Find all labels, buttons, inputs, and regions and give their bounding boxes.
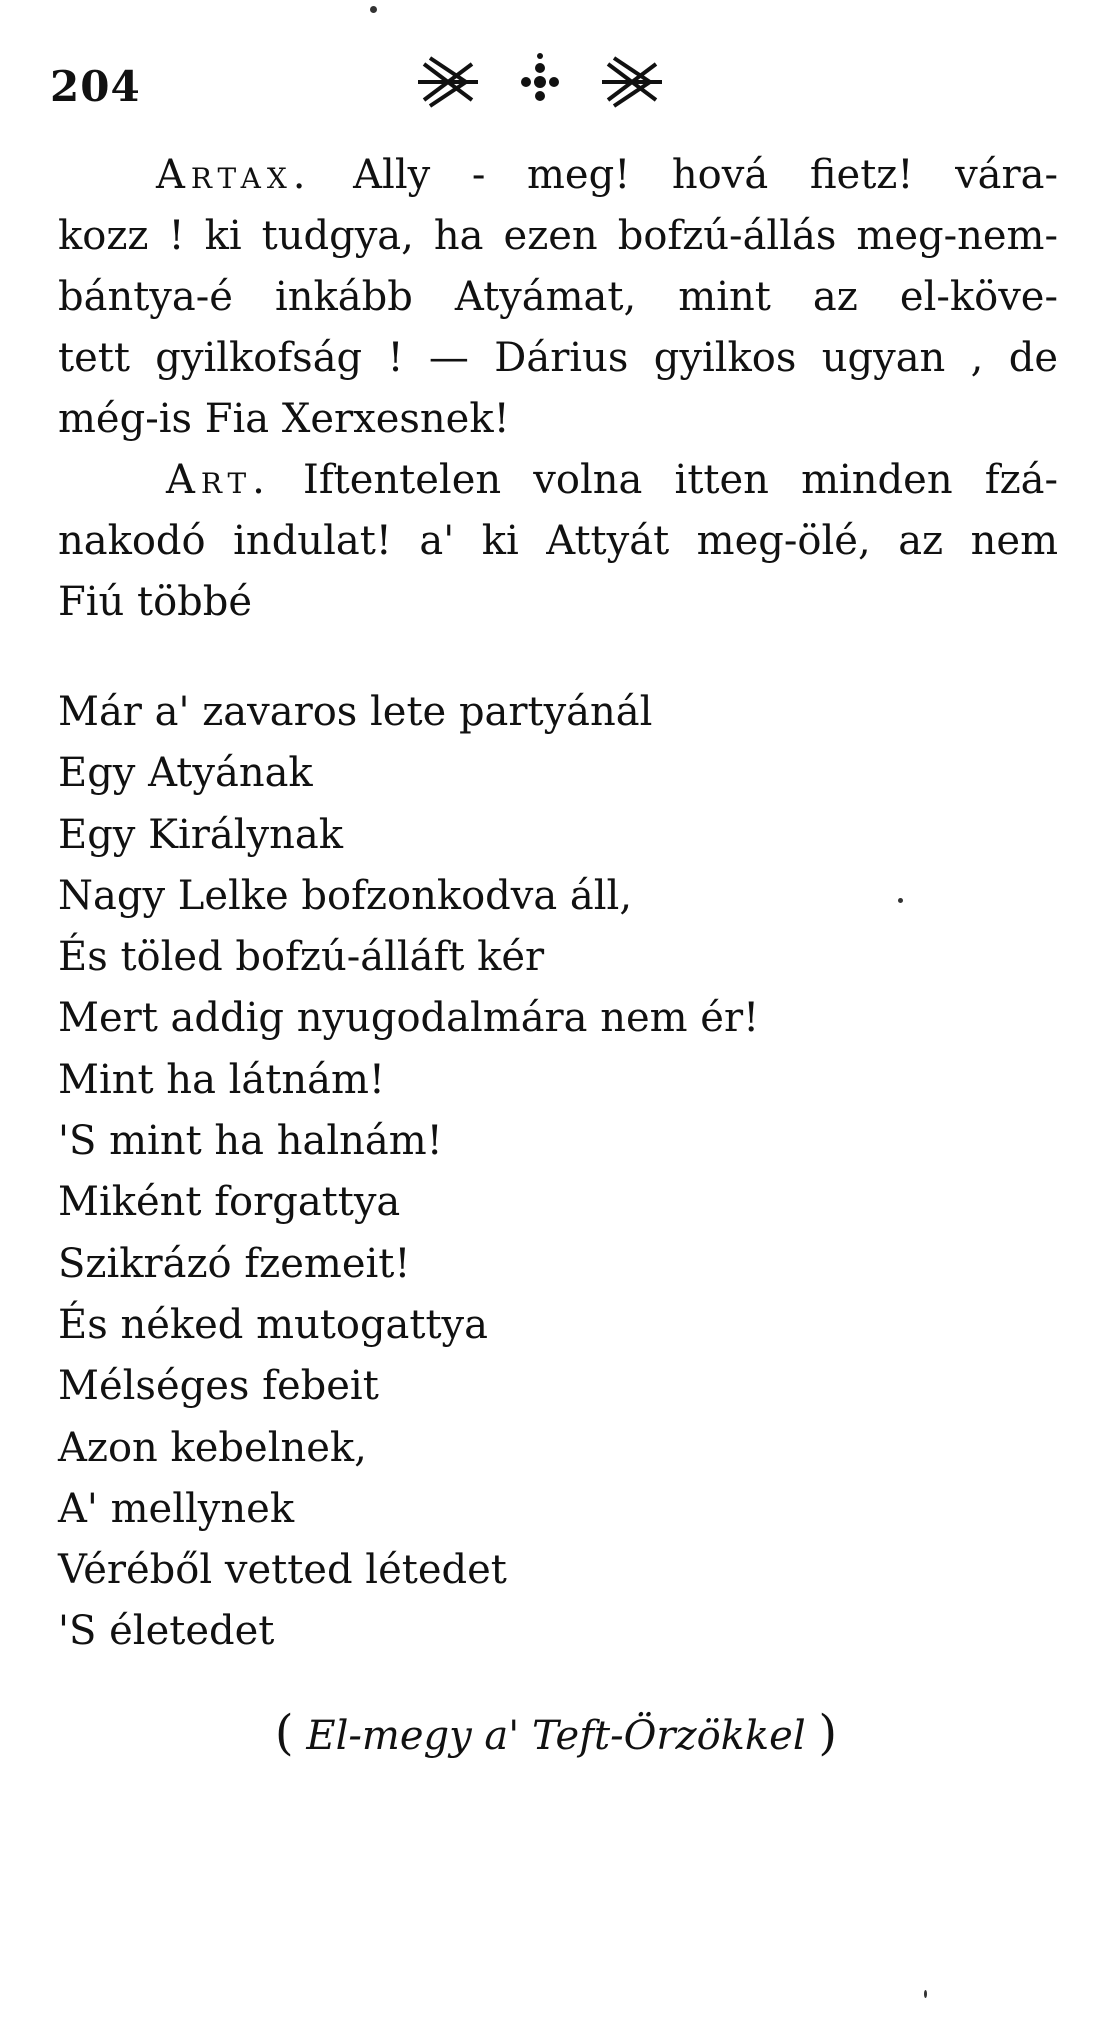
fleuron-ornament-icon (410, 52, 670, 112)
speech-line: kozz ! ki tudgya, ha ezen bofzú-állás meg-nem- (58, 213, 1058, 259)
speaker-name: Art. (166, 457, 271, 503)
verse-line: 'S mint ha halnám! (58, 1118, 443, 1165)
verse-line: Véréből vetted létedet (58, 1547, 507, 1594)
speech-line: bántya-é inkább Atyámat, mint az el-köve- (58, 274, 1058, 320)
verse-line: Egy Atyának (58, 750, 313, 797)
close-paren: ) (818, 1705, 838, 1761)
verse-line: Nagy Lelke bofzonkodva áll, (58, 872, 633, 919)
verse-line: Azon kebelnek, (58, 1424, 367, 1471)
speech-artax (58, 145, 1058, 450)
speech-line (58, 450, 1058, 511)
verse-line: Már a' zavaros lete partyánál (58, 689, 653, 735)
verse-line: 'S életedet (58, 1608, 275, 1655)
speech-art (58, 450, 1058, 633)
speech-text: Ally - meg! hová fietz! vára- (353, 152, 1058, 198)
verse-line: A' mellynek (58, 1485, 295, 1532)
stage-direction-text: El-megy a' Teft-Örzökkel (306, 1713, 806, 1759)
verse-line: Egy Királynak (58, 811, 343, 858)
speech-line (58, 145, 1058, 206)
speech-line: nakodó indulat! a' ki Attyát meg-ölé, az nem (58, 518, 1058, 564)
verse-line: És töled bofzú-álláft kér (58, 934, 545, 981)
speech-line: tett gyilkofság ! — Dárius gyilkos ugyan , de (58, 335, 1058, 381)
verse-line: Mélséges febeit (58, 1363, 379, 1410)
page-number: 204 (50, 62, 141, 111)
ink-speck (370, 6, 377, 13)
verse-line: Miként forgattya (58, 1179, 401, 1226)
verse-block (58, 682, 1038, 1663)
ink-speck (898, 898, 903, 903)
open-paren: ( (274, 1705, 294, 1761)
verse-line: És néked mutogattya (58, 1301, 488, 1348)
verse-line: Mint ha látnám! (58, 1056, 385, 1103)
verse-line: Mert addig nyugodalmára nem ér! (58, 995, 760, 1042)
speech-text: Iftentelen volna itten minden fzá- (303, 457, 1059, 503)
speaker-name: Artax. (156, 152, 312, 198)
speech-line: még-is Fia Xerxesnek! (58, 396, 510, 442)
ink-speck (924, 1990, 927, 1998)
stage-direction (0, 1705, 1112, 1761)
speech-line: Fiú többé (58, 579, 253, 625)
verse-line: Szikrázó fzemeit! (58, 1240, 411, 1287)
